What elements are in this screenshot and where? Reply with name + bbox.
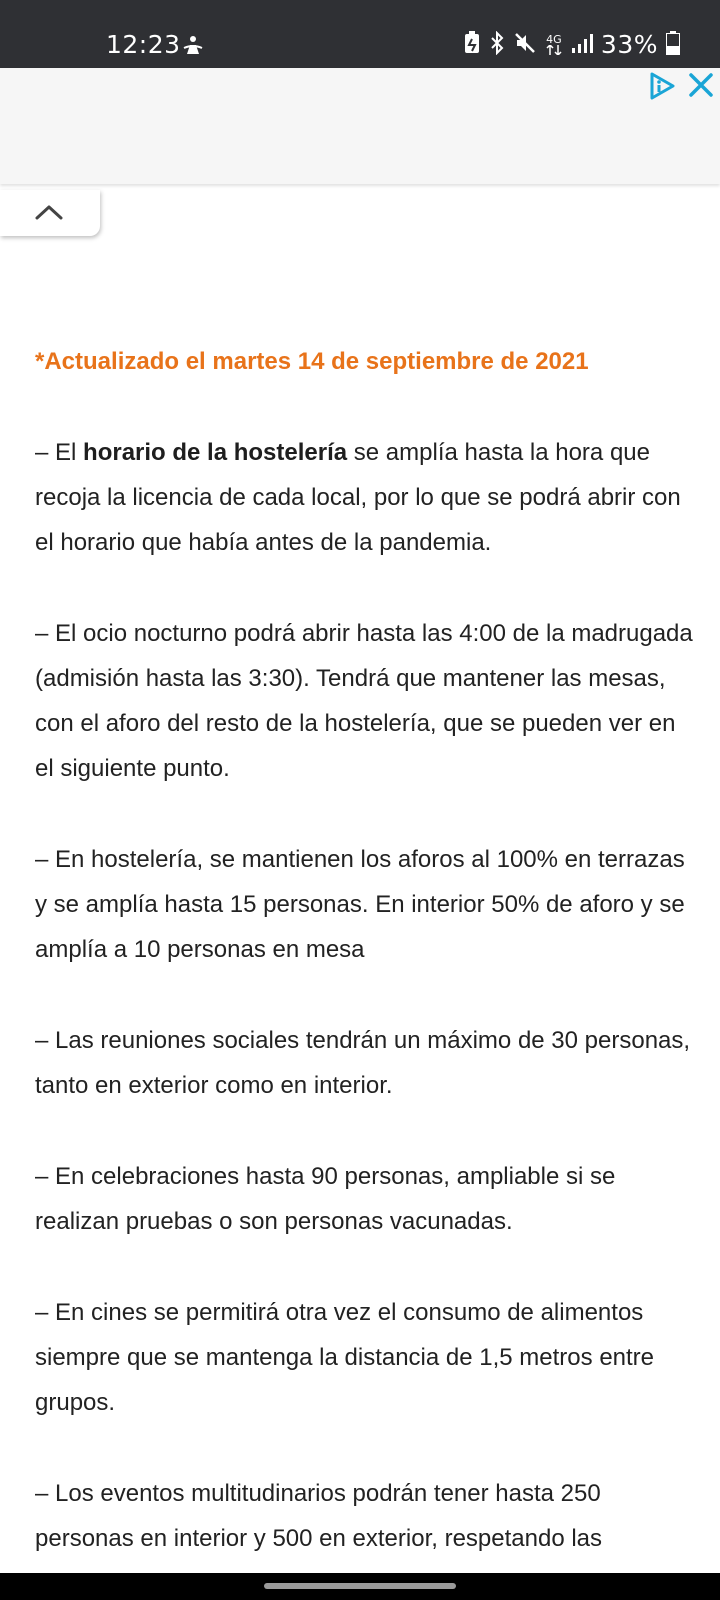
navigation-bar [0, 1573, 720, 1600]
signal-icon [571, 33, 593, 57]
battery-saver-icon [463, 31, 481, 59]
status-time: 12:23 [106, 30, 181, 59]
paragraph-capacity: – En hostelería, se mantienen los aforos al 100% en terrazas y se amplía hasta 15 personas. En interior 50% de aforo y se amplía a 10 personas en mesa [35, 846, 685, 963]
home-gesture-handle[interactable] [264, 1583, 456, 1589]
paragraph-cinemas: – En cines se permitirá otra vez el consumo de alimentos siempre que se mantenga la distancia de 1,5 metros entre grupos. [35, 1299, 655, 1416]
paragraph-celebrations: – En celebraciones hasta 90 personas, ampliable si se realizan pruebas o son personas vacunadas. [35, 1163, 616, 1235]
battery-percent: 33% [600, 30, 658, 59]
status-icons [463, 28, 680, 62]
paragraph-social: – Las reuniones sociales tendrán un máximo de 30 personas, tanto en exterior como en interior. [35, 1027, 691, 1099]
network-type: 4G [546, 32, 562, 46]
ad-banner[interactable] [0, 68, 720, 184]
bluetooth-icon [489, 31, 505, 59]
paragraph-hours-bold: horario de la hostelería [83, 439, 348, 466]
article-body [35, 340, 695, 1561]
paragraph-nightlife: – El ocio nocturno podrá abrir hasta las 4:00 de la madrugada (admisión hasta las 3:30). Tendrá que mantener las mesas, con el aforo del resto de la hostelería, que se pueden ver en el siguiente punto. [35, 620, 693, 782]
battery-icon [666, 31, 680, 59]
paragraph-events: – Los eventos multitudinarios podrán tener hasta 250 personas en interior y 500 en exterior, respetando las [35, 1480, 603, 1552]
paragraph-hours [35, 430, 695, 565]
paragraph-hours-pre: – El [35, 439, 84, 466]
mute-icon [513, 31, 537, 59]
collapse-ad-button[interactable] [0, 190, 100, 236]
close-icon[interactable] [686, 70, 716, 100]
adchoices-icon[interactable] [648, 72, 676, 100]
status-bar [0, 0, 720, 68]
network-icon [545, 34, 563, 57]
paragraph-hours-post: se amplía hasta la hora que recoja la licencia de cada local, por lo que se podrá abrir con el horario que había antes de la pandemia. [35, 439, 681, 556]
chevron-up-icon [34, 202, 64, 222]
notification-icon [182, 34, 204, 56]
updated-date: *Actualizado el martes 14 de septiembre de 2021 [35, 348, 589, 375]
